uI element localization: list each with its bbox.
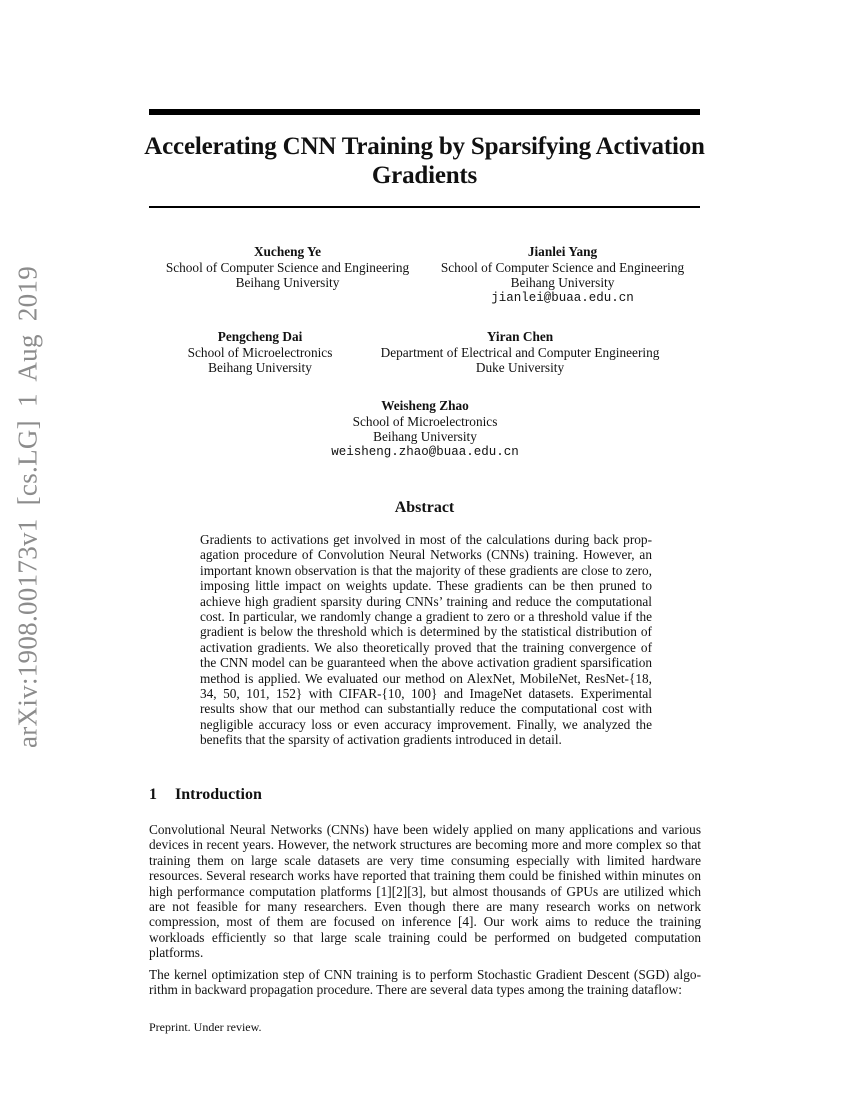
author-affiliation: School of Microelectronics xyxy=(352,413,498,429)
abstract-text: Gradients to activations get involved in most of the calculations during back propagation procedure of Convolution Neural Networks (CNNs) training. However, an important known observation is that the majority of these gradients are close to zero, imposing little impact on weights update. These gradients can be then pruned to achieve high gradient sparsity during CNNs’ training and reduce the computational cost. In particular, we randomly change a gradient to zero or a threshold value if the gradient is below the threshold which is determined by the statistical distribution of activation gradients. We also theoretically proved that the training convergence of the CNN model can be guaranteed when the above activation gradient sparsification method is applied. We evaluated our method on AlexNet, MobileNet, ResNet-{18, 34, 50, 101, 152} with CIFAR-{10, 100} and ImageNet datasets. Experimental results show that our method can substantially reduce the computational cost with negligible accuracy loss or even accuracy improvement. Finally, we analyzed the benefits that the sparsity of activation gradients introduced in detail. xyxy=(200,532,652,748)
author-block xyxy=(150,244,425,291)
section-title: Introduction xyxy=(175,786,262,803)
paper-title: Accelerating CNN Training by Sparsifying Activation Gradients xyxy=(144,133,705,189)
author-institution: Beihang University xyxy=(235,275,340,290)
author-affiliation: School of Computer Science and Engineering xyxy=(165,259,410,275)
author-block xyxy=(360,329,680,376)
author-name: Yiran Chen xyxy=(486,329,554,344)
author-block xyxy=(425,244,700,306)
page-footer: Preprint. Under review. xyxy=(149,1020,262,1034)
abstract-heading: Abstract xyxy=(394,499,455,516)
author-email[interactable]: weisheng.zhao@buaa.edu.cn xyxy=(331,444,519,459)
author-institution: Beihang University xyxy=(510,275,615,290)
arxiv-stamp: arXiv:1908.00173v1 [cs.LG] 1 Aug 2019 xyxy=(12,265,43,749)
author-affiliation: School of Computer Science and Engineering xyxy=(440,259,685,275)
author-affiliation: Department of Electrical and Computer Engineering xyxy=(380,344,660,360)
author-block xyxy=(300,398,550,460)
author-name: Pengcheng Dai xyxy=(217,329,303,344)
title-top-rule xyxy=(149,109,700,115)
author-affiliation: School of Microelectronics xyxy=(187,344,333,360)
author-institution: Duke University xyxy=(475,360,565,375)
author-institution: Beihang University xyxy=(373,429,477,444)
author-name: Weisheng Zhao xyxy=(381,398,469,413)
author-block xyxy=(170,329,350,376)
author-name: Xucheng Ye xyxy=(253,244,322,259)
section-heading xyxy=(149,786,262,804)
author-institution: Beihang University xyxy=(208,360,312,375)
section-number: 1 xyxy=(149,786,157,803)
body-paragraph: Convolutional Neural Networks (CNNs) have been widely applied on many applications and various devices in recent years. However, the network structures are becoming more and more complex so that training them on large scale datasets are very time consuming especially with limited hardware resources. Several research works have reported that training them could be finished within minutes on high performance computation platforms [1][2][3], but almost thousands of GPUs are utilized which are not feasible for many researchers. Even though there are many research works on network compression, most of them are focused on inference [4]. Our work aims to reduce the training workloads efficiently so that large scale training could be performed on budgeted computation platforms. xyxy=(149,822,701,961)
title-bottom-rule xyxy=(149,206,700,208)
author-name: Jianlei Yang xyxy=(527,244,598,259)
body-paragraph: The kernel optimization step of CNN training is to perform Stochastic Gradient Descent (SGD) algorithm in backward propagation procedure. There are several data types among the training dataflow: xyxy=(149,967,701,998)
author-email[interactable]: jianlei@buaa.edu.cn xyxy=(491,290,634,305)
